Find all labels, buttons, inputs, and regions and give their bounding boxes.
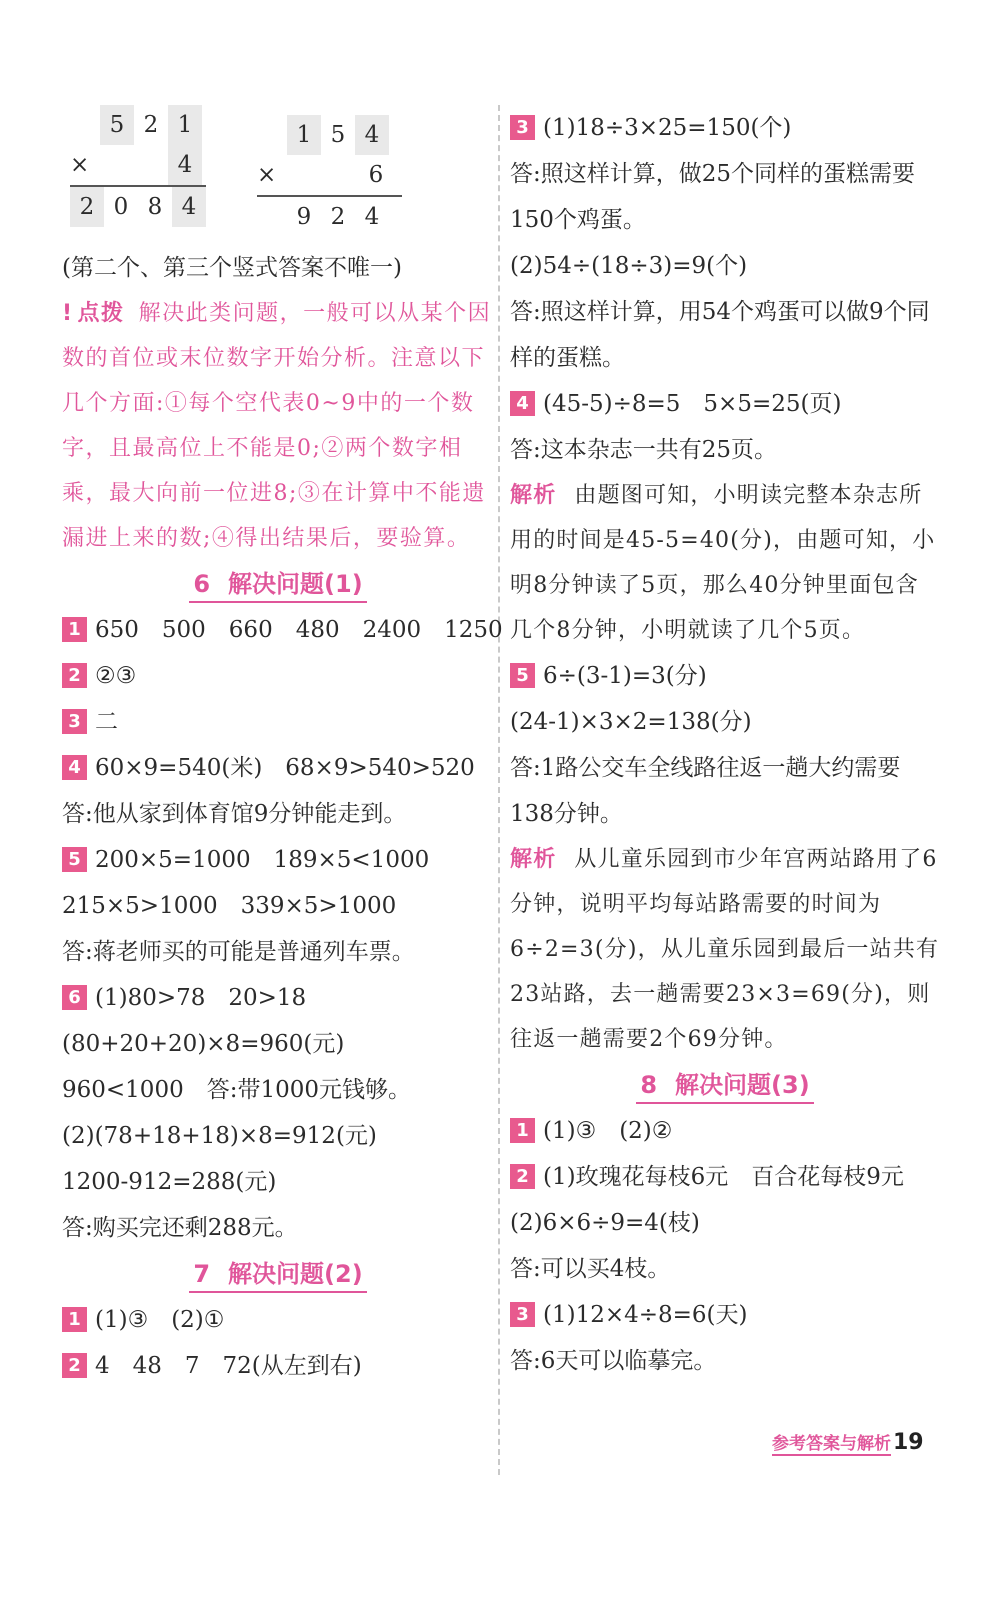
answer-text: 215×5>1000 339×5>1000	[62, 893, 397, 919]
answer-line	[62, 1297, 494, 1343]
answer-text: 答:照这样计算，做25个同样的蛋糕需要150个鸡蛋。	[510, 161, 916, 233]
answer-text: (1)③ (2)①	[95, 1307, 225, 1333]
answer-line	[510, 1338, 940, 1384]
right-column	[510, 105, 940, 1384]
digit: 4	[355, 115, 389, 155]
digit: 4	[364, 204, 380, 230]
multiply-sign: ×	[257, 162, 277, 188]
right-answers-a	[510, 105, 940, 473]
digit: 0	[113, 194, 129, 220]
answer-line	[62, 1113, 494, 1159]
page-footer	[772, 1428, 924, 1458]
answer-line	[510, 289, 940, 381]
digit: 1	[287, 115, 321, 155]
digit: 6	[368, 162, 384, 188]
analysis-label: 解析	[510, 483, 557, 508]
digit: 2	[143, 112, 159, 138]
vertical-calculations	[62, 105, 494, 255]
digit: 2	[70, 187, 104, 227]
section-number: 8	[640, 1071, 658, 1099]
question-number-badge: 4	[62, 755, 87, 780]
question-number-badge: 2	[62, 1353, 87, 1378]
analysis-block-2	[510, 837, 940, 1062]
answer-line	[62, 653, 494, 699]
answer-text: 答:购买完还剩288元。	[62, 1215, 298, 1241]
answer-line	[510, 151, 940, 243]
analysis-label: 解析	[510, 847, 557, 872]
section-title-8	[510, 1062, 940, 1108]
vertical-calc-1	[70, 105, 206, 225]
tip-text: 解决此类问题，一般可以从某个因数的首位或末位数字开始分析。注意以下几个方面:①每个空代表0~9中的一个数字，且最高位上不能是0;②两个数字相乘，最大向前一位进8;③在计算中不能遗漏进上来的数;④得出结果后，要验算。	[62, 301, 492, 551]
answer-line	[62, 607, 503, 653]
answer-text: (24-1)×3×2=138(分)	[510, 709, 752, 735]
answer-line	[62, 745, 494, 791]
answer-text: (1)玫瑰花每枝6元 百合花每枝9元	[543, 1164, 904, 1190]
answer-text: 二	[95, 709, 118, 735]
multiply-sign: ×	[70, 152, 90, 178]
answer-text: (1)80>78 20>18	[95, 985, 307, 1011]
answer-text: (80+20+20)×8=960(元)	[62, 1031, 345, 1057]
digit: 5	[330, 122, 346, 148]
answer-text: (45-5)÷8=5 5×5=25(页)	[543, 391, 842, 417]
note-text: (第二个、第三个竖式答案不唯一)	[62, 255, 402, 281]
answer-text: 答:6天可以临摹完。	[510, 1348, 717, 1374]
answer-text: 1200-912=288(元)	[62, 1169, 277, 1195]
digit: 4	[172, 187, 206, 227]
vertical-calc-2	[257, 115, 402, 235]
answer-line	[510, 1154, 940, 1200]
question-number-badge: 3	[510, 1302, 535, 1327]
right-answers-b	[510, 653, 940, 837]
page-number: 19	[893, 1430, 924, 1455]
section-6-answers	[62, 607, 503, 1251]
question-number-badge: 3	[62, 709, 87, 734]
answer-line	[62, 1205, 494, 1251]
digit: 4	[168, 145, 202, 185]
answer-line	[62, 929, 494, 975]
answer-text: (1)③ (2)②	[543, 1118, 673, 1144]
question-number-badge: 3	[510, 115, 535, 140]
answer-line	[510, 653, 940, 699]
question-number-badge: 5	[510, 663, 535, 688]
answer-line	[510, 1200, 940, 1246]
answer-line	[62, 837, 494, 883]
answer-text: (2)(78+18+18)×8=912(元)	[62, 1123, 377, 1149]
section-8-answers	[510, 1108, 940, 1384]
digit: 2	[330, 204, 346, 230]
answer-text: 4 48 7 72(从左到右)	[95, 1353, 362, 1379]
answer-text: (1)18÷3×25=150(个)	[543, 115, 792, 141]
answer-line	[62, 1021, 494, 1067]
answer-text: 答:可以买4枝。	[510, 1256, 671, 1282]
answer-text: (2)6×6÷9=4(枝)	[510, 1210, 700, 1236]
section-title-text: 解决问题(3)	[675, 1071, 810, 1099]
footer-label: 参考答案与解析	[772, 1434, 891, 1454]
question-number-badge: 4	[510, 391, 535, 416]
answer-line	[510, 1246, 940, 1292]
answer-text: ②③	[95, 663, 137, 689]
question-number-badge: 2	[62, 663, 87, 688]
answer-line	[62, 791, 494, 837]
column-divider	[498, 105, 500, 1475]
answer-line	[510, 105, 940, 151]
answer-line	[62, 975, 494, 1021]
digit: 1	[168, 105, 202, 145]
answer-text: 答:这本杂志一共有25页。	[510, 437, 778, 463]
answer-text: 答:蒋老师买的可能是普通列车票。	[62, 939, 415, 965]
answer-text: 60×9=540(米) 68×9>540>520	[95, 755, 475, 781]
answer-line	[510, 699, 940, 745]
answer-line	[510, 1108, 940, 1154]
section-title-text: 解决问题(2)	[228, 1260, 363, 1288]
analysis-text: 从儿童乐园到市少年宫两站路用了6分钟，说明平均每站路需要的时间为6÷2=3(分)，从儿童乐园到最后一站共有23站路，去一趟需要23×3=69(分)，则往返一趟需要2个69分钟。	[510, 847, 940, 1052]
question-number-badge: 2	[510, 1164, 535, 1189]
digit: 8	[147, 194, 163, 220]
section-title-text: 解决问题(1)	[228, 570, 363, 598]
section-title-6	[62, 561, 494, 607]
question-number-badge: 1	[510, 1118, 535, 1143]
section-7-answers	[62, 1297, 494, 1389]
answer-line	[62, 1159, 494, 1205]
section-number: 6	[193, 570, 211, 598]
question-number-badge: 1	[62, 617, 87, 642]
answer-line	[510, 243, 940, 289]
answer-text: 650 500 660 480 2400 1250	[95, 617, 503, 643]
answer-line	[510, 745, 940, 837]
answer-text: (1)12×4÷8=6(天)	[543, 1302, 748, 1328]
digit: 9	[296, 204, 312, 230]
answer-text: 200×5=1000 189×5<1000	[95, 847, 430, 873]
section-title-7	[62, 1251, 494, 1297]
answer-line	[510, 427, 940, 473]
answer-line	[62, 1067, 494, 1113]
question-number-badge: 5	[62, 847, 87, 872]
digit: 5	[100, 105, 134, 145]
answer-line	[62, 699, 494, 745]
answer-line	[510, 1292, 940, 1338]
answer-text: 960<1000 答:带1000元钱够。	[62, 1077, 411, 1103]
left-column	[62, 105, 503, 1389]
answer-line	[62, 1343, 494, 1389]
exclamation-icon: !	[62, 301, 74, 326]
section-number: 7	[193, 1260, 211, 1288]
tip-block	[62, 291, 494, 561]
question-number-badge: 6	[62, 985, 87, 1010]
tip-label: 点拨	[77, 301, 125, 326]
question-number-badge: 1	[62, 1307, 87, 1332]
answer-text: 答:他从家到体育馆9分钟能走到。	[62, 801, 407, 827]
answer-text: 答:照这样计算，用54个鸡蛋可以做9个同样的蛋糕。	[510, 299, 930, 371]
answer-text: 6÷(3-1)=3(分)	[543, 663, 707, 689]
answer-text: (2)54÷(18÷3)=9(个)	[510, 253, 748, 279]
analysis-block-1	[510, 473, 940, 653]
answer-line	[62, 883, 494, 929]
answer-line	[510, 381, 940, 427]
analysis-text: 由题图可知，小明读完整本杂志所用的时间是45-5=40(分)，由题可知，小明8分钟读了5页，那么40分钟里面包含几个8分钟，小明就读了几个5页。	[510, 483, 936, 643]
answer-text: 答:1路公交车全线路往返一趟大约需要138分钟。	[510, 755, 901, 827]
